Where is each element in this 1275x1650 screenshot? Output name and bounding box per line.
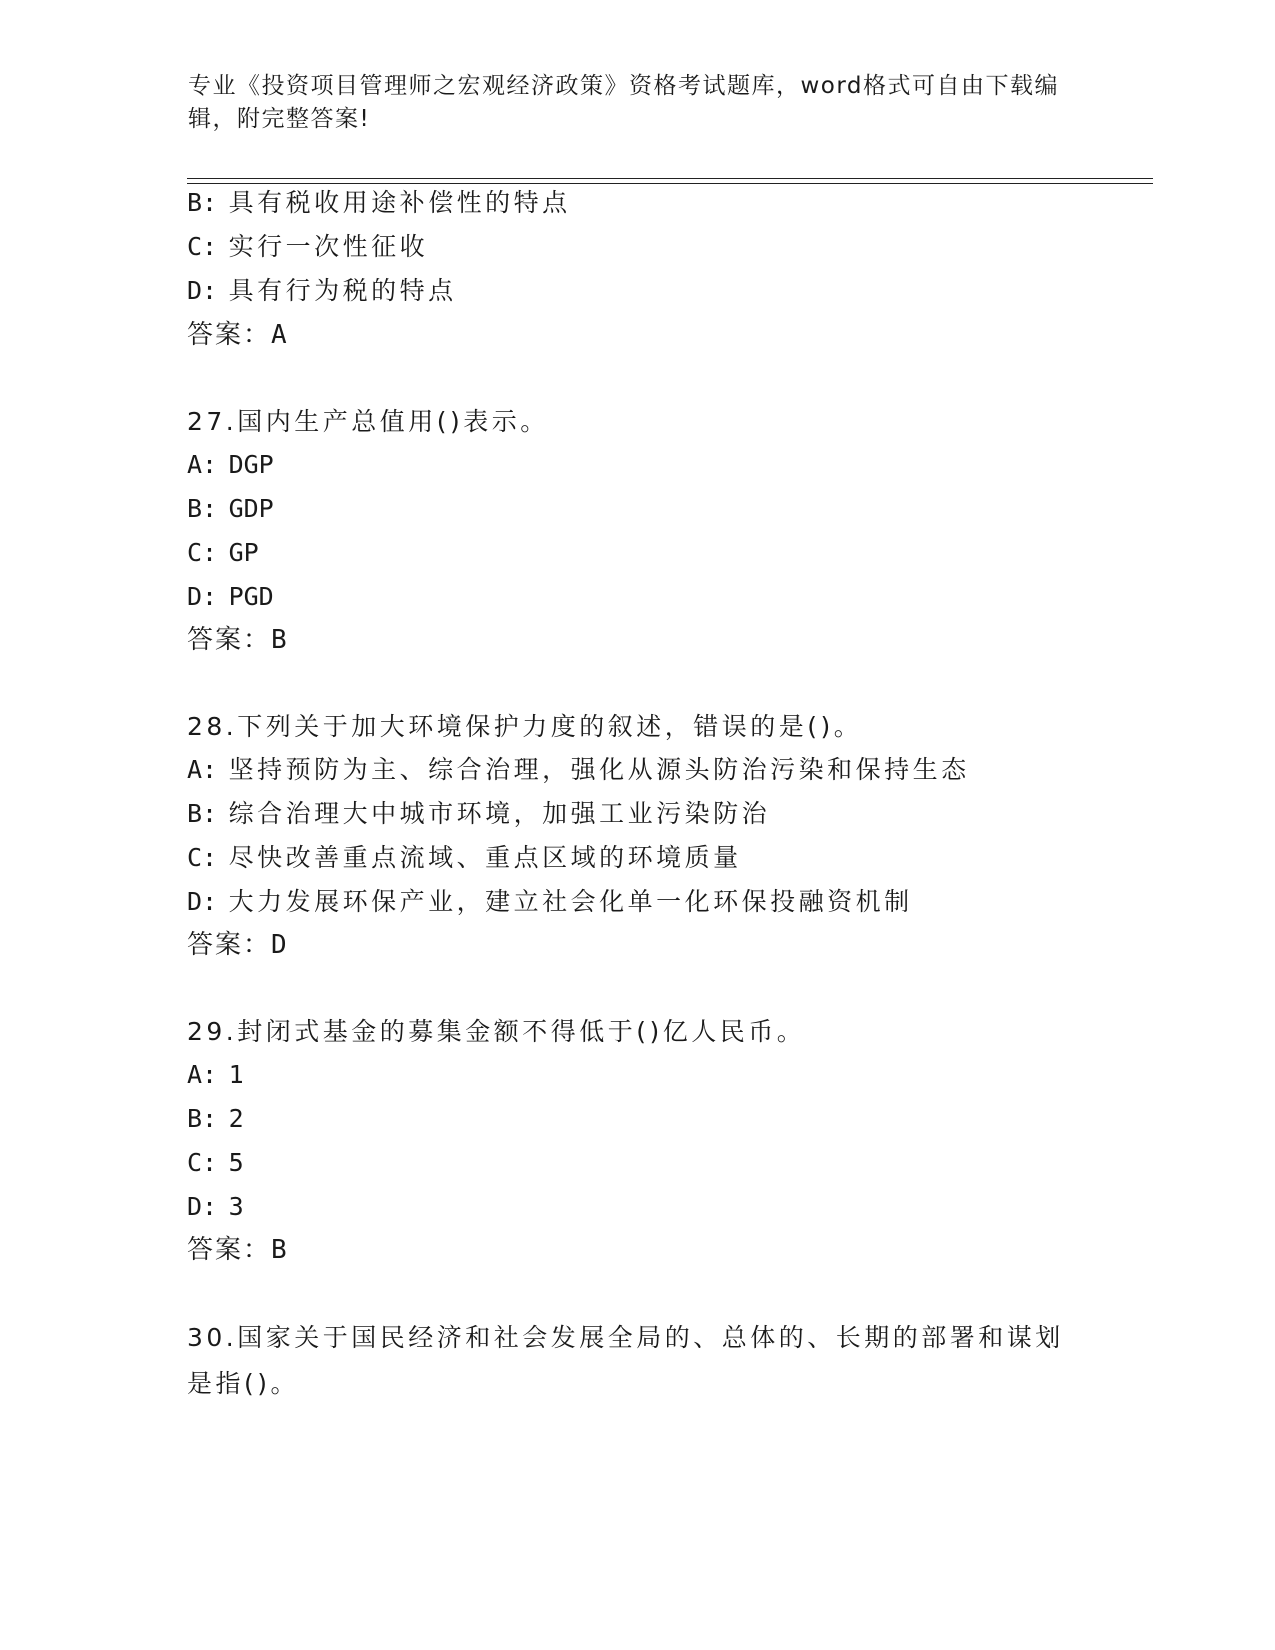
question-29-answer: 答案：B xyxy=(187,1235,289,1265)
question-29-stem: 29.封闭式基金的募集金额不得低于()亿人民币。 xyxy=(187,1017,806,1046)
question-28-option-b: B: 综合治理大中城市环境，加强工业污染防治 xyxy=(187,799,771,828)
question-27-option-d: D: PGD xyxy=(187,582,274,611)
prev-answer: 答案：A xyxy=(187,320,289,350)
document-header-title: 专业《投资项目管理师之宏观经济政策》资格考试题库，word格式可自由下载编辑，附完整答案! xyxy=(188,73,1060,132)
question-29-option-c: C: 5 xyxy=(187,1148,244,1177)
question-27-answer: 答案：B xyxy=(187,625,289,655)
question-28-answer: 答案：D xyxy=(187,930,289,960)
question-28-stem: 28.下列关于加大环境保护力度的叙述，错误的是()。 xyxy=(187,712,863,741)
question-29-option-b: B: 2 xyxy=(187,1104,244,1133)
question-27-stem: 27.国内生产总值用()表示。 xyxy=(187,407,549,436)
question-27-option-b: B: GDP xyxy=(187,494,274,523)
question-28-option-d: D: 大力发展环保产业，建立社会化单一化环保投融资机制 xyxy=(187,887,913,916)
question-28-option-c: C: 尽快改善重点流域、重点区域的环境质量 xyxy=(187,843,742,872)
header-divider-top xyxy=(187,178,1153,179)
question-27-option-c: C: GP xyxy=(187,538,259,567)
question-30-stem: 30.国家关于国民经济和社会发展全局的、总体的、长期的部署和谋划是指()。 xyxy=(187,1323,1064,1398)
prev-option-c: C: 实行一次性征收 xyxy=(187,232,429,261)
prev-option-d: D: 具有行为税的特点 xyxy=(187,276,457,305)
header-divider-bottom xyxy=(187,183,1153,184)
question-27-option-a: A: DGP xyxy=(187,450,274,479)
question-28-option-a: A: 坚持预防为主、综合治理，强化从源头防治污染和保持生态 xyxy=(187,755,970,784)
question-29-option-d: D: 3 xyxy=(187,1192,244,1221)
prev-option-b: B: 具有税收用途补偿性的特点 xyxy=(187,188,571,217)
question-29-option-a: A: 1 xyxy=(187,1060,244,1089)
